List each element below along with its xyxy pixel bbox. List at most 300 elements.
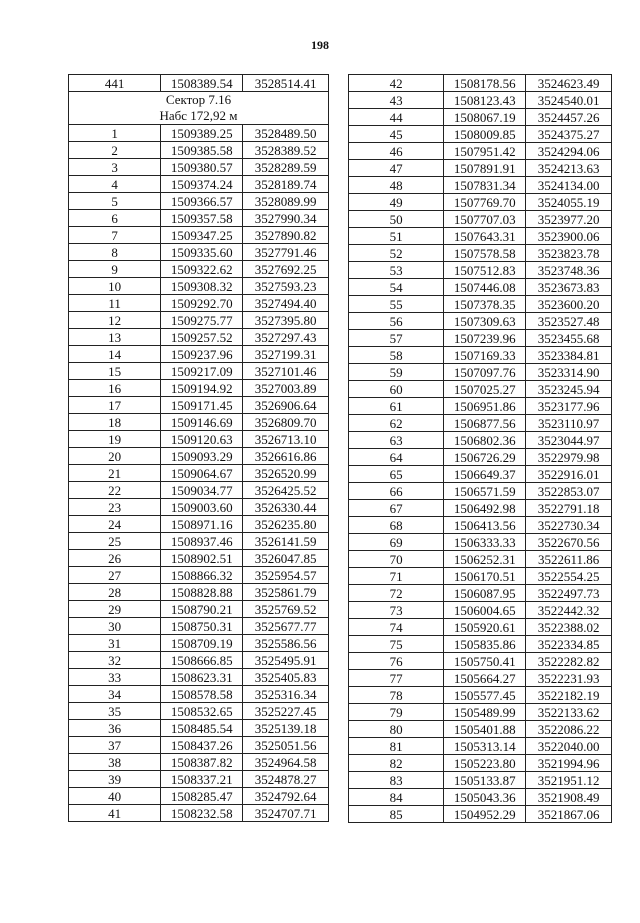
y-coordinate-cell: 3527990.34 <box>243 210 329 227</box>
table-row <box>349 313 612 330</box>
x-coordinate-cell: 1508285.47 <box>161 788 243 805</box>
table-row <box>349 126 612 143</box>
table-row <box>349 687 612 704</box>
point-number-cell: 66 <box>349 483 444 500</box>
y-coordinate-cell: 3528089.99 <box>243 193 329 210</box>
x-coordinate-cell: 1506951.86 <box>444 398 526 415</box>
x-coordinate-cell: 1507512.83 <box>444 262 526 279</box>
y-coordinate-cell: 3524878.27 <box>243 771 329 788</box>
table-row <box>349 245 612 262</box>
x-coordinate-cell: 1509380.57 <box>161 159 243 176</box>
x-coordinate-cell: 1509171.45 <box>161 397 243 414</box>
point-number-cell: 60 <box>349 381 444 398</box>
point-number-cell: 55 <box>349 296 444 313</box>
x-coordinate-cell: 1507239.96 <box>444 330 526 347</box>
x-coordinate-cell: 1507378.35 <box>444 296 526 313</box>
table-row <box>69 380 329 397</box>
table-row <box>69 499 329 516</box>
point-number-cell: 32 <box>69 652 161 669</box>
y-coordinate-cell: 3525586.56 <box>243 635 329 652</box>
y-coordinate-cell: 3522670.56 <box>526 534 612 551</box>
y-coordinate-cell: 3524375.27 <box>526 126 612 143</box>
point-number-cell: 43 <box>349 92 444 109</box>
x-coordinate-cell: 1508178.56 <box>444 75 526 92</box>
table-row <box>349 381 612 398</box>
x-coordinate-cell: 1507891.91 <box>444 160 526 177</box>
table-row <box>349 483 612 500</box>
point-number-cell: 75 <box>349 636 444 653</box>
coordinates-table-right-body <box>349 75 612 823</box>
table-row <box>69 618 329 635</box>
point-number-cell: 31 <box>69 635 161 652</box>
point-number-cell: 21 <box>69 465 161 482</box>
y-coordinate-cell: 3524457.26 <box>526 109 612 126</box>
table-row <box>69 244 329 261</box>
table-row <box>69 75 329 92</box>
y-coordinate-cell: 3523900.06 <box>526 228 612 245</box>
y-coordinate-cell: 3527003.89 <box>243 380 329 397</box>
y-coordinate-cell: 3525495.91 <box>243 652 329 669</box>
table-row <box>349 585 612 602</box>
y-coordinate-cell: 3527199.31 <box>243 346 329 363</box>
y-coordinate-cell: 3522442.32 <box>526 602 612 619</box>
table-row <box>349 466 612 483</box>
y-coordinate-cell: 3526616.86 <box>243 448 329 465</box>
point-number-cell: 77 <box>349 670 444 687</box>
table-row <box>349 704 612 721</box>
table-row <box>349 92 612 109</box>
point-number-cell: 80 <box>349 721 444 738</box>
point-number-cell: 58 <box>349 347 444 364</box>
point-number-cell: 81 <box>349 738 444 755</box>
table-row <box>69 261 329 278</box>
point-number-cell: 35 <box>69 703 161 720</box>
x-coordinate-cell: 1505043.36 <box>444 789 526 806</box>
point-number-cell: 50 <box>349 211 444 228</box>
table-row <box>69 703 329 720</box>
table-row <box>349 330 612 347</box>
table-row <box>349 636 612 653</box>
y-coordinate-cell: 3527692.25 <box>243 261 329 278</box>
y-coordinate-cell: 3523823.78 <box>526 245 612 262</box>
table-row <box>349 177 612 194</box>
point-number-cell: 20 <box>69 448 161 465</box>
x-coordinate-cell: 1509335.60 <box>161 244 243 261</box>
point-number-cell: 27 <box>69 567 161 584</box>
point-number-cell: 26 <box>69 550 161 567</box>
point-number-cell: 41 <box>69 805 161 822</box>
y-coordinate-cell: 3522791.18 <box>526 500 612 517</box>
x-coordinate-cell: 1506170.51 <box>444 568 526 585</box>
table-row <box>349 262 612 279</box>
point-number-cell: 84 <box>349 789 444 806</box>
point-number-cell: 71 <box>349 568 444 585</box>
y-coordinate-cell: 3522040.00 <box>526 738 612 755</box>
table-row <box>349 806 612 823</box>
point-number-cell: 1 <box>69 125 161 142</box>
point-number-cell: 52 <box>349 245 444 262</box>
table-row <box>69 567 329 584</box>
y-coordinate-cell: 3521908.49 <box>526 789 612 806</box>
y-coordinate-cell: 3524213.63 <box>526 160 612 177</box>
y-coordinate-cell: 3522086.22 <box>526 721 612 738</box>
y-coordinate-cell: 3523245.94 <box>526 381 612 398</box>
point-number-cell: 14 <box>69 346 161 363</box>
y-coordinate-cell: 3526906.64 <box>243 397 329 414</box>
point-number-cell: 15 <box>69 363 161 380</box>
x-coordinate-cell: 1508067.19 <box>444 109 526 126</box>
y-coordinate-cell: 3528289.59 <box>243 159 329 176</box>
x-coordinate-cell: 1508902.51 <box>161 550 243 567</box>
x-coordinate-cell: 1508123.43 <box>444 92 526 109</box>
sector-title: Сектор 7.16 <box>165 92 232 107</box>
table-row <box>349 602 612 619</box>
table-row <box>69 210 329 227</box>
y-coordinate-cell: 3521994.96 <box>526 755 612 772</box>
point-number-cell: 82 <box>349 755 444 772</box>
table-row <box>69 448 329 465</box>
y-coordinate-cell: 3526425.52 <box>243 482 329 499</box>
point-number-cell: 11 <box>69 295 161 312</box>
table-row <box>349 568 612 585</box>
x-coordinate-cell: 1509322.62 <box>161 261 243 278</box>
table-row <box>349 279 612 296</box>
y-coordinate-cell: 3524964.58 <box>243 754 329 771</box>
y-coordinate-cell: 3525316.34 <box>243 686 329 703</box>
x-coordinate-cell: 1508709.19 <box>161 635 243 652</box>
table-row <box>69 669 329 686</box>
table-row <box>349 551 612 568</box>
y-coordinate-cell: 3525139.18 <box>243 720 329 737</box>
y-coordinate-cell: 3523177.96 <box>526 398 612 415</box>
table-row <box>349 738 612 755</box>
x-coordinate-cell: 1506252.31 <box>444 551 526 568</box>
x-coordinate-cell: 1508578.58 <box>161 686 243 703</box>
point-number-cell: 46 <box>349 143 444 160</box>
table-row <box>349 194 612 211</box>
x-coordinate-cell: 1509308.32 <box>161 278 243 295</box>
y-coordinate-cell: 3527297.43 <box>243 329 329 346</box>
y-coordinate-cell: 3524055.19 <box>526 194 612 211</box>
sector-height: Набс 172,92 м <box>159 108 238 123</box>
point-number-cell: 70 <box>349 551 444 568</box>
x-coordinate-cell: 1505401.88 <box>444 721 526 738</box>
point-number-cell: 9 <box>69 261 161 278</box>
point-number-cell: 49 <box>349 194 444 211</box>
x-coordinate-cell: 1508828.88 <box>161 584 243 601</box>
table-row <box>69 142 329 159</box>
x-coordinate-cell: 1506877.56 <box>444 415 526 432</box>
table-row <box>69 584 329 601</box>
x-coordinate-cell: 1508750.31 <box>161 618 243 635</box>
point-number-cell: 3 <box>69 159 161 176</box>
sector-header-row <box>69 92 329 125</box>
point-number-cell: 44 <box>349 109 444 126</box>
y-coordinate-cell: 3526047.85 <box>243 550 329 567</box>
point-number-cell: 17 <box>69 397 161 414</box>
point-number-cell: 57 <box>349 330 444 347</box>
x-coordinate-cell: 1509257.52 <box>161 329 243 346</box>
y-coordinate-cell: 3525954.57 <box>243 567 329 584</box>
table-row <box>349 449 612 466</box>
x-coordinate-cell: 1508232.58 <box>161 805 243 822</box>
x-coordinate-cell: 1506649.37 <box>444 466 526 483</box>
point-number-cell: 47 <box>349 160 444 177</box>
x-coordinate-cell: 1504952.29 <box>444 806 526 823</box>
table-row <box>69 346 329 363</box>
x-coordinate-cell: 1507169.33 <box>444 347 526 364</box>
x-coordinate-cell: 1505577.45 <box>444 687 526 704</box>
point-number-cell: 30 <box>69 618 161 635</box>
x-coordinate-cell: 1509347.25 <box>161 227 243 244</box>
x-coordinate-cell: 1507643.31 <box>444 228 526 245</box>
x-coordinate-cell: 1505223.80 <box>444 755 526 772</box>
point-number-cell: 54 <box>349 279 444 296</box>
table-row <box>349 398 612 415</box>
x-coordinate-cell: 1509034.77 <box>161 482 243 499</box>
x-coordinate-cell: 1506492.98 <box>444 500 526 517</box>
point-number-cell: 2 <box>69 142 161 159</box>
point-number-cell: 6 <box>69 210 161 227</box>
x-coordinate-cell: 1506413.56 <box>444 517 526 534</box>
y-coordinate-cell: 3522979.98 <box>526 449 612 466</box>
table-row <box>349 670 612 687</box>
y-coordinate-cell: 3521867.06 <box>526 806 612 823</box>
x-coordinate-cell: 1505835.86 <box>444 636 526 653</box>
table-row <box>69 771 329 788</box>
x-coordinate-cell: 1505489.99 <box>444 704 526 721</box>
sector-header-cell <box>69 92 329 125</box>
y-coordinate-cell: 3522916.01 <box>526 466 612 483</box>
y-coordinate-cell: 3522231.93 <box>526 670 612 687</box>
point-number-cell: 64 <box>349 449 444 466</box>
x-coordinate-cell: 1508532.65 <box>161 703 243 720</box>
table-row <box>69 363 329 380</box>
table-row <box>349 143 612 160</box>
y-coordinate-cell: 3523673.83 <box>526 279 612 296</box>
y-coordinate-cell: 3527395.80 <box>243 312 329 329</box>
point-number-cell: 62 <box>349 415 444 432</box>
table-row <box>349 789 612 806</box>
point-number-cell: 19 <box>69 431 161 448</box>
point-number-cell: 38 <box>69 754 161 771</box>
table-row <box>349 755 612 772</box>
y-coordinate-cell: 3528389.52 <box>243 142 329 159</box>
x-coordinate-cell: 1508866.32 <box>161 567 243 584</box>
y-coordinate-cell: 3525677.77 <box>243 618 329 635</box>
y-coordinate-cell: 3524294.06 <box>526 143 612 160</box>
x-coordinate-cell: 1508337.21 <box>161 771 243 788</box>
table-row <box>69 805 329 822</box>
table-row <box>349 432 612 449</box>
y-coordinate-cell: 3527791.46 <box>243 244 329 261</box>
table-row <box>349 415 612 432</box>
table-row <box>69 465 329 482</box>
y-coordinate-cell: 3524707.71 <box>243 805 329 822</box>
table-row <box>349 721 612 738</box>
x-coordinate-cell: 1506087.95 <box>444 585 526 602</box>
y-coordinate-cell: 3526713.10 <box>243 431 329 448</box>
table-row <box>69 720 329 737</box>
point-number-cell: 48 <box>349 177 444 194</box>
table-row <box>69 601 329 618</box>
table-row <box>69 295 329 312</box>
table-row <box>69 227 329 244</box>
table-row <box>69 278 329 295</box>
point-number-cell: 56 <box>349 313 444 330</box>
y-coordinate-cell: 3525769.52 <box>243 601 329 618</box>
table-row <box>69 516 329 533</box>
x-coordinate-cell: 1509194.92 <box>161 380 243 397</box>
table-row <box>69 686 329 703</box>
point-number-cell: 45 <box>349 126 444 143</box>
point-number-cell: 33 <box>69 669 161 686</box>
table-row <box>69 414 329 431</box>
table-row <box>349 160 612 177</box>
table-row <box>69 176 329 193</box>
table-row <box>69 737 329 754</box>
x-coordinate-cell: 1506571.59 <box>444 483 526 500</box>
point-number-cell: 68 <box>349 517 444 534</box>
y-coordinate-cell: 3522611.86 <box>526 551 612 568</box>
y-coordinate-cell: 3525405.83 <box>243 669 329 686</box>
x-coordinate-cell: 1506802.36 <box>444 432 526 449</box>
point-number-cell: 85 <box>349 806 444 823</box>
point-number-cell: 10 <box>69 278 161 295</box>
point-number-cell: 79 <box>349 704 444 721</box>
table-row <box>349 653 612 670</box>
y-coordinate-cell: 3523110.97 <box>526 415 612 432</box>
y-coordinate-cell: 3523748.36 <box>526 262 612 279</box>
y-coordinate-cell: 3522853.07 <box>526 483 612 500</box>
x-coordinate-cell: 1507309.63 <box>444 313 526 330</box>
x-coordinate-cell: 1505664.27 <box>444 670 526 687</box>
table-row <box>69 125 329 142</box>
x-coordinate-cell: 1509064.67 <box>161 465 243 482</box>
x-coordinate-cell: 1508937.46 <box>161 533 243 550</box>
x-coordinate-cell: 1505313.14 <box>444 738 526 755</box>
table-row <box>69 431 329 448</box>
table-row <box>69 329 329 346</box>
x-coordinate-cell: 1509374.24 <box>161 176 243 193</box>
y-coordinate-cell: 3522282.82 <box>526 653 612 670</box>
y-coordinate-cell: 3526520.99 <box>243 465 329 482</box>
x-coordinate-cell: 1507951.42 <box>444 143 526 160</box>
table-row <box>349 364 612 381</box>
table-row <box>349 619 612 636</box>
table-row <box>349 211 612 228</box>
point-number-cell: 65 <box>349 466 444 483</box>
x-coordinate-cell: 1507025.27 <box>444 381 526 398</box>
y-coordinate-cell: 3525051.56 <box>243 737 329 754</box>
y-coordinate-cell: 3525861.79 <box>243 584 329 601</box>
x-coordinate-cell: 1508387.82 <box>161 754 243 771</box>
y-coordinate-cell: 3526141.59 <box>243 533 329 550</box>
point-number-cell: 28 <box>69 584 161 601</box>
x-coordinate-cell: 1508485.54 <box>161 720 243 737</box>
table-row <box>69 193 329 210</box>
y-coordinate-cell: 3528489.50 <box>243 125 329 142</box>
table-row <box>69 754 329 771</box>
y-coordinate-cell: 3523384.81 <box>526 347 612 364</box>
point-number-cell: 441 <box>69 75 161 92</box>
table-row <box>349 534 612 551</box>
y-coordinate-cell: 3528514.41 <box>243 75 329 92</box>
table-row <box>349 296 612 313</box>
point-number-cell: 24 <box>69 516 161 533</box>
x-coordinate-cell: 1506004.65 <box>444 602 526 619</box>
point-number-cell: 4 <box>69 176 161 193</box>
point-number-cell: 39 <box>69 771 161 788</box>
y-coordinate-cell: 3523527.48 <box>526 313 612 330</box>
y-coordinate-cell: 3522554.25 <box>526 568 612 585</box>
y-coordinate-cell: 3521951.12 <box>526 772 612 789</box>
x-coordinate-cell: 1509120.63 <box>161 431 243 448</box>
x-coordinate-cell: 1509389.25 <box>161 125 243 142</box>
x-coordinate-cell: 1508971.16 <box>161 516 243 533</box>
x-coordinate-cell: 1505920.61 <box>444 619 526 636</box>
point-number-cell: 29 <box>69 601 161 618</box>
x-coordinate-cell: 1506333.33 <box>444 534 526 551</box>
x-coordinate-cell: 1507097.76 <box>444 364 526 381</box>
x-coordinate-cell: 1509385.58 <box>161 142 243 159</box>
x-coordinate-cell: 1509292.70 <box>161 295 243 312</box>
x-coordinate-cell: 1509093.29 <box>161 448 243 465</box>
x-coordinate-cell: 1508437.26 <box>161 737 243 754</box>
point-number-cell: 69 <box>349 534 444 551</box>
table-row <box>69 635 329 652</box>
coordinates-table-left <box>68 74 329 822</box>
x-coordinate-cell: 1509003.60 <box>161 499 243 516</box>
y-coordinate-cell: 3522133.62 <box>526 704 612 721</box>
y-coordinate-cell: 3527593.23 <box>243 278 329 295</box>
coordinates-table-right <box>348 74 612 823</box>
x-coordinate-cell: 1509146.69 <box>161 414 243 431</box>
point-number-cell: 74 <box>349 619 444 636</box>
table-row <box>69 482 329 499</box>
x-coordinate-cell: 1509366.57 <box>161 193 243 210</box>
point-number-cell: 53 <box>349 262 444 279</box>
point-number-cell: 42 <box>349 75 444 92</box>
point-number-cell: 18 <box>69 414 161 431</box>
y-coordinate-cell: 3524792.64 <box>243 788 329 805</box>
y-coordinate-cell: 3524134.00 <box>526 177 612 194</box>
point-number-cell: 23 <box>69 499 161 516</box>
point-number-cell: 8 <box>69 244 161 261</box>
y-coordinate-cell: 3522388.02 <box>526 619 612 636</box>
x-coordinate-cell: 1509275.77 <box>161 312 243 329</box>
table-row <box>69 533 329 550</box>
x-coordinate-cell: 1505750.41 <box>444 653 526 670</box>
x-coordinate-cell: 1508790.21 <box>161 601 243 618</box>
x-coordinate-cell: 1508389.54 <box>161 75 243 92</box>
y-coordinate-cell: 3523314.90 <box>526 364 612 381</box>
table-row <box>349 228 612 245</box>
point-number-cell: 78 <box>349 687 444 704</box>
y-coordinate-cell: 3527494.40 <box>243 295 329 312</box>
table-row <box>69 397 329 414</box>
y-coordinate-cell: 3523044.97 <box>526 432 612 449</box>
table-row <box>69 159 329 176</box>
point-number-cell: 63 <box>349 432 444 449</box>
point-number-cell: 16 <box>69 380 161 397</box>
point-number-cell: 7 <box>69 227 161 244</box>
table-row <box>349 772 612 789</box>
point-number-cell: 72 <box>349 585 444 602</box>
y-coordinate-cell: 3527890.82 <box>243 227 329 244</box>
point-number-cell: 37 <box>69 737 161 754</box>
table-row <box>69 312 329 329</box>
